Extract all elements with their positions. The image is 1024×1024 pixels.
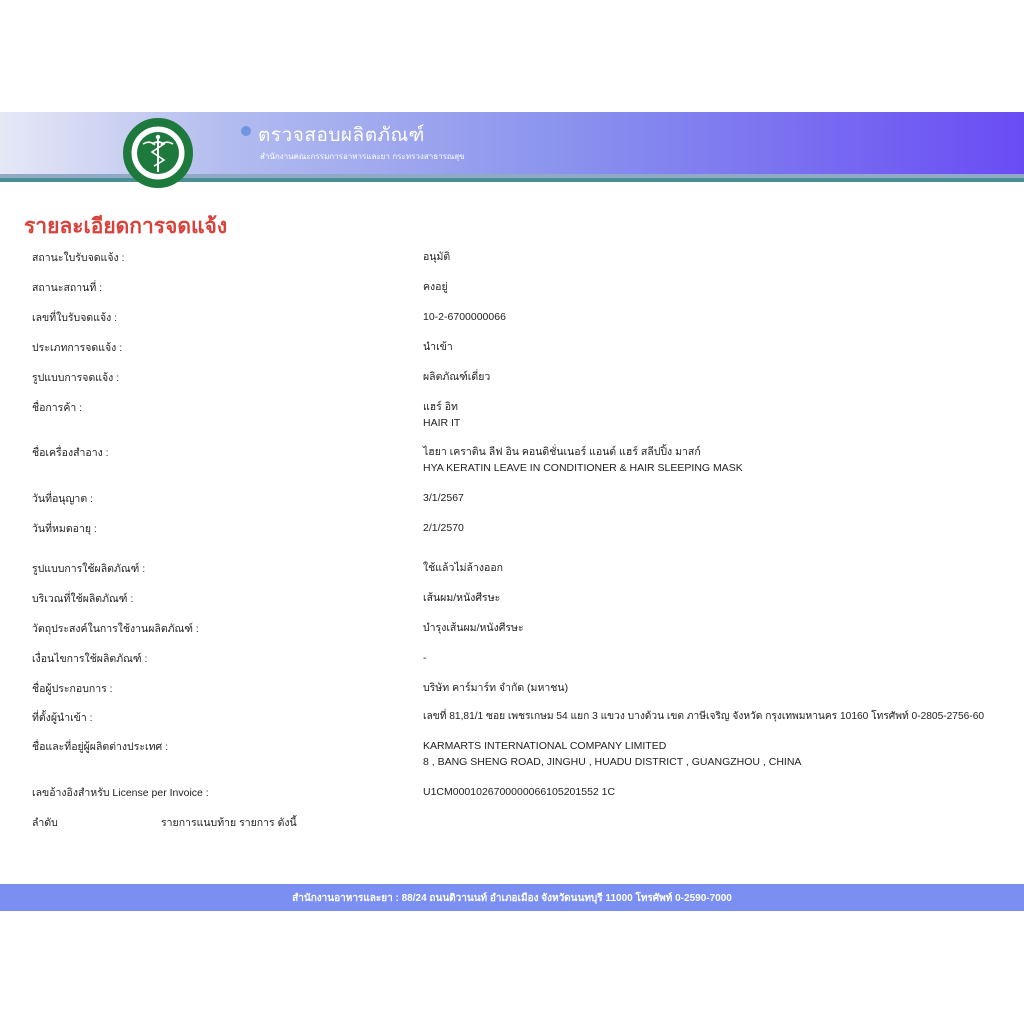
site-footer [0,884,1024,911]
cosmetic-name-english: HYA KERATIN LEAVE IN CONDITIONER & HAIR SLEEPING MASK [423,462,743,474]
foreign-maker-value [423,738,801,770]
receipt-no-label: เลขที่ใบรับจดแจ้ง : [32,312,118,324]
conditions-label: เงื่อนไขการใช้ผลิตภัณฑ์ : [32,653,148,665]
trade-name-label: ชื่อการค้า : [32,402,83,414]
foreign-maker-name: KARMARTS INTERNATIONAL COMPANY LIMITED [423,740,667,752]
cosmetic-name-thai: ไฮยา เคราติน ลีฟ อิน คอนดิชั่นเนอร์ แอนด์ แฮร์ สลีปปิ้ง มาสก์ [423,446,701,458]
expire-date-value: 2/1/2570 [423,522,464,534]
usage-area-label: บริเวณที่ใช้ผลิตภัณฑ์ : [32,593,134,605]
notify-form-value: ผลิตภัณฑ์เดี่ยว [423,371,491,383]
ministry-seal-logo[interactable] [121,118,195,188]
operator-value: บริษัท คาร์มาร์ท จำกัด (มหาชน) [423,682,569,694]
conditions-value: - [423,652,427,664]
foreign-maker-label: ชื่อและที่อยู่ผู้ผลิตต่างประเทศ : [32,741,169,753]
cosmetic-name-label: ชื่อเครื่องสำอาง : [32,447,109,459]
purpose-label: วัตถุประสงค์ในการใช้งานผลิตภัณฑ์ : [32,623,199,635]
receipt-no-value: 10-2-6700000066 [423,311,506,323]
operator-label: ชื่อผู้ประกอบการ : [32,683,113,695]
usage-form-value: ใช้แล้วไม่ล้างออก [423,562,503,574]
header-bullet-icon [241,126,251,136]
importer-address-value: เลขที่ 81,81/1 ซอย เพชรเกษม 54 แยก 3 แขวง บางด้วน เขต ภาษีเจริญ จังหวัด กรุงเทพมหานคร 10160 โทรศัพท์ 0-2805-2756-60 [423,711,985,722]
sequence-value: รายการแนบท้าย รายการ ดังนี้ [161,817,297,829]
purpose-value: บำรุงเส้นผม/หนังศีรษะ [423,622,524,634]
cosmetic-name-value [423,444,743,476]
status-premises-value: คงอยู่ [423,281,448,293]
status-premises-label: สถานะสถานที่ : [32,282,103,294]
trade-name-english: HAIR IT [423,417,461,429]
usage-area-value: เส้นผม/หนังศีรษะ [423,592,501,604]
importer-address-label: ที่ตั้งผู้นำเข้า : [32,712,93,724]
page-title: รายละเอียดการจดแจ้ง [24,214,228,238]
notify-type-value: นำเข้า [423,341,453,353]
notify-form-label: รูปแบบการจดแจ้ง : [32,372,120,384]
expire-date-label: วันที่หมดอายุ : [32,523,97,535]
trade-name-thai: แฮร์ อิท [423,401,458,413]
status-receipt-label: สถานะใบรับจดแจ้ง : [32,252,125,264]
foreign-maker-address: 8 , BANG SHENG ROAD, JINGHU , HUADU DISTRICT , GUANGZHOU , CHINA [423,756,802,768]
trade-name-value [423,399,460,431]
notify-type-label: ประเภทการจดแจ้ง : [32,342,123,354]
approve-date-label: วันที่อนุญาต : [32,493,93,505]
sequence-label: ลำดับ [32,817,58,829]
header-title[interactable]: ตรวจสอบผลิตภัณฑ์ [258,124,425,146]
license-ref-value: U1CM0001026700000066105201552 1C [423,786,616,798]
approve-date-value: 3/1/2567 [423,492,464,504]
footer-contact-text: สำนักงานอาหารและยา : 88/24 ถนนติวานนท์ อำเภอเมือง จังหวัดนนทบุรี 11000 โทรศัพท์ 0-2590-7000 [292,893,732,904]
status-receipt-value: อนุมัติ [423,251,451,263]
usage-form-label: รูปแบบการใช้ผลิตภัณฑ์ : [32,563,146,575]
license-ref-label: เลขอ้างอิงสำหรับ License per Invoice : [32,787,209,799]
header-subtitle: สำนักงานคณะกรรมการอาหารและยา กระทรวงสาธารณสุข [260,152,465,161]
